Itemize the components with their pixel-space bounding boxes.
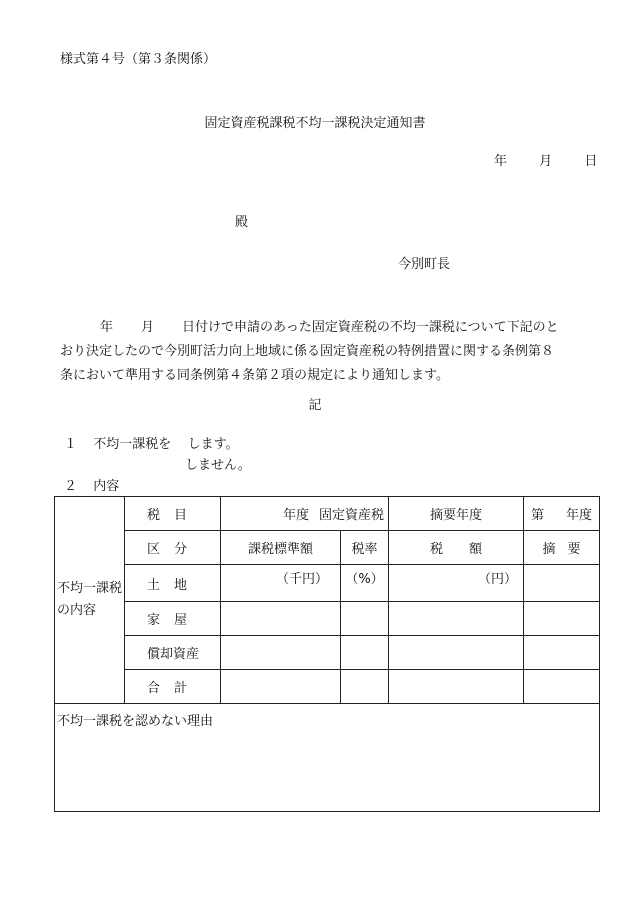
date-month: 月 bbox=[539, 154, 553, 169]
tax-label: 税目 bbox=[125, 497, 221, 531]
rate-unit: （%） bbox=[341, 565, 389, 602]
nth-label: 第 bbox=[531, 508, 545, 523]
item-2-label: 内容 bbox=[93, 479, 120, 494]
addressee-suffix: 殿 bbox=[235, 215, 249, 230]
body-year: 年 bbox=[100, 320, 114, 335]
nth-year-cell bbox=[524, 497, 600, 531]
row-label-total: 合計 bbox=[125, 670, 221, 704]
date-year: 年 bbox=[494, 154, 508, 169]
tax-name: 固定資産税 bbox=[318, 508, 384, 523]
item-2-number: ２ bbox=[64, 479, 78, 494]
body-line-3: 条において準用する同条例第４条第２項の規定により通知します。 bbox=[60, 368, 449, 383]
body-line-2: おり決定したので今別町活力向上地域に係る固定資産税の特例措置に関する条例第８ bbox=[60, 344, 555, 359]
base-unit: （千円） bbox=[221, 565, 341, 602]
rate-header: 税率 bbox=[341, 531, 389, 565]
row-label-land: 土地 bbox=[125, 565, 221, 602]
fiscal-year-label: 年度 bbox=[282, 508, 309, 523]
document-title: 固定資産税課税不均一課税決定通知書 bbox=[204, 116, 426, 131]
house-row bbox=[55, 602, 600, 636]
body-month: 月 bbox=[141, 320, 155, 335]
item-1-option-do: します。 bbox=[187, 437, 239, 452]
reason-cell: 不均一課税を認めない理由 bbox=[55, 704, 600, 812]
land-row bbox=[55, 565, 600, 602]
date-day: 日 bbox=[584, 154, 598, 169]
date-line bbox=[494, 154, 597, 170]
depreciable-row bbox=[55, 636, 600, 670]
base-header: 課税標準額 bbox=[221, 531, 341, 565]
remarks-cell bbox=[524, 565, 600, 602]
total-row bbox=[55, 670, 600, 704]
issuer: 今別町長 bbox=[398, 257, 451, 272]
amount-unit: （円） bbox=[389, 565, 524, 602]
content-table bbox=[54, 496, 600, 812]
item-1-label: 不均一課税を bbox=[93, 437, 172, 452]
body-paragraph bbox=[60, 316, 580, 388]
left-header-cell: 不均一課税の内容 bbox=[55, 497, 125, 704]
body-line-1-text: 日付けで申請のあった固定資産税の不均一課税について下記のと bbox=[182, 320, 559, 335]
nth-year-suffix: 年度 bbox=[566, 508, 593, 523]
item-1-number: １ bbox=[64, 437, 78, 452]
item-1 bbox=[64, 437, 239, 453]
reason-row bbox=[55, 704, 600, 812]
row-label-house: 家屋 bbox=[125, 602, 221, 636]
item-1-option-do-not: しません。 bbox=[185, 458, 251, 473]
tax-year-cell bbox=[221, 497, 389, 531]
ki-heading: 記 bbox=[308, 398, 322, 413]
amount-header: 税額 bbox=[389, 531, 524, 565]
item-2 bbox=[64, 479, 119, 495]
form-number: 様式第４号（第３条関係） bbox=[60, 52, 217, 67]
tax-row bbox=[55, 497, 600, 531]
summary-year-label: 摘要年度 bbox=[389, 497, 524, 531]
category-label: 区分 bbox=[125, 531, 221, 565]
header-row bbox=[55, 531, 600, 565]
row-label-depreciable: 償却資産 bbox=[125, 636, 221, 670]
body-line-1 bbox=[60, 316, 580, 340]
remarks-header: 摘要 bbox=[524, 531, 600, 565]
